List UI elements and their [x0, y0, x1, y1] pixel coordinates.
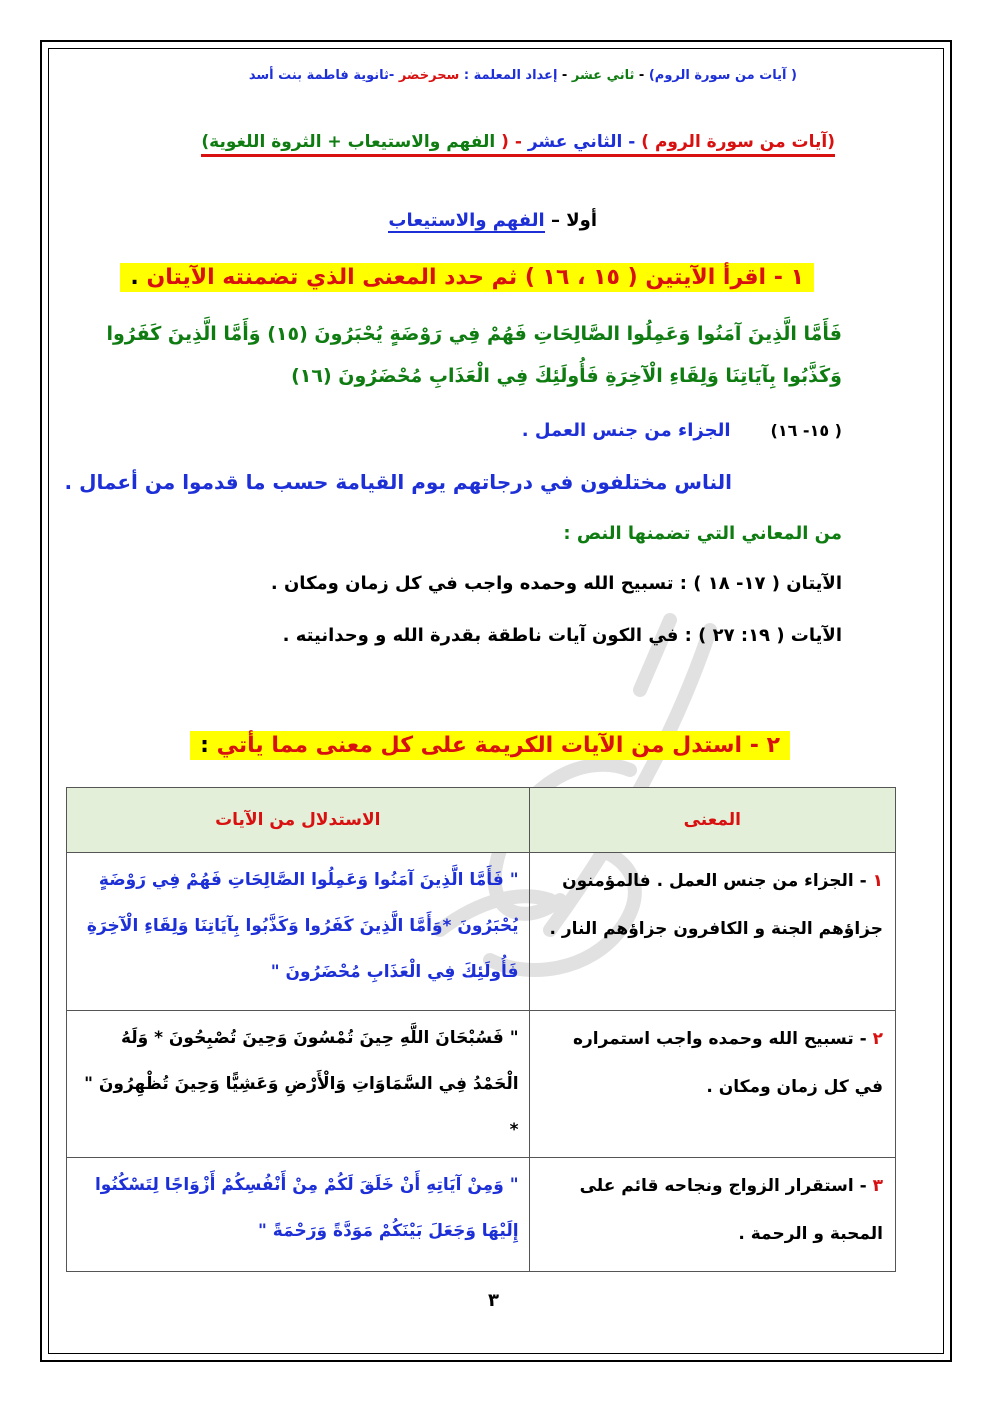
header-surah: ( آيات من سورة الروم) [648, 68, 797, 83]
title-sep: - ( [495, 132, 528, 152]
row-3-meaning-text: - استقرار الزواج ونجاحه قائم على المحبة و الرحمة . [579, 1176, 883, 1244]
section-name: الفهم والاستيعاب [388, 210, 545, 231]
row-2-meaning [529, 1011, 895, 1158]
title-sep: - [622, 132, 642, 152]
page-header [249, 68, 797, 83]
answer-range: ( ١٥- ١٦) [770, 421, 842, 440]
row-1-meaning-text: - الجزاء من جنس العمل . فالمؤمنون جزاؤهم الجنة و الكافرون جزاؤهم النار . [549, 871, 883, 939]
verse-line-2: وَكَذَّبُوا بِآيَاتِنَا وَلِقَاءِ الْآخِرَةِ فَأُولَئِكَ فِي الْعَذَابِ مُحْضَرُونَ (١٦) [291, 365, 842, 387]
title-surah: (آيات من سورة الروم ) [641, 132, 835, 152]
header-sep: - [634, 68, 649, 83]
answer-text: الجزاء من جنس العمل . [521, 420, 731, 441]
ayat-line-1-label: الآيتان ( ١٧- ١٨ ) : [673, 573, 842, 594]
row-3-evidence: " وَمِنْ آيَاتِهِ أَنْ خَلَقَ لَكُمْ مِنْ أَنْفُسِكُمْ أَزْوَاجًا لِتَسْكُنُوا إِلَيْهَا وَجَعَلَ بَيْنَكُمْ مَوَدَّةً وَرَحْمَةً " [67, 1158, 530, 1272]
table-header-row [67, 788, 896, 853]
table-row [67, 1011, 896, 1158]
ayat-line-1 [271, 573, 842, 594]
table-row [67, 853, 896, 1011]
section-heading [388, 210, 597, 231]
question-2-end: : [200, 733, 217, 758]
answer-reference [522, 420, 842, 441]
page-title [201, 132, 835, 157]
question-1 [120, 263, 814, 292]
header-meaning: المعنى [529, 788, 895, 853]
ayat-line-2-text: في الكون آيات ناطقة بقدرة الله و وحدانيته . [282, 625, 679, 646]
row-3-meaning [529, 1158, 895, 1272]
row-2-meaning-text: - تسبيح الله وحمده واجب استمراره في كل زمان ومكان . [572, 1029, 883, 1097]
page-number: ٣ [488, 1290, 499, 1311]
header-school: -ثانوية فاطمة بنت أسد [248, 68, 395, 83]
header-prepared: إعداد المعلمة : [463, 68, 558, 83]
row-1-num: ١ [872, 871, 883, 891]
header-teacher: سحرخضر [394, 68, 464, 83]
row-2-evidence: " فَسُبْحَانَ اللَّهِ حِينَ تُمْسُونَ وَحِينَ تُصْبِحُونَ * وَلَهُ الْحَمْدُ فِي السَّمَاوَاتِ وَالْأَرْضِ وَعَشِيًّا وَحِينَ تُظْهِرُونَ " * [67, 1011, 530, 1158]
ayat-line-2-label: الآيات ( ١٩: ٢٧ ) : [678, 625, 842, 646]
people-line: الناس مختلفون في درجاتهم يوم القيامة حسب ما قدموا من أعمال . [64, 470, 732, 494]
evidence-table [66, 787, 896, 1272]
title-grade: الثاني عشر [527, 132, 623, 152]
row-3-num: ٣ [872, 1176, 883, 1196]
row-1-evidence: " فَأَمَّا الَّذِينَ آمَنُوا وَعَمِلُوا الصَّالِحَاتِ فَهُمْ فِي رَوْضَةٍ يُحْبَرُونَ *وَأَمَّا الَّذِينَ كَفَرُوا وَكَذَّبُوا بِآيَاتِنَا وَلِقَاءِ الْآخِرَةِ فَأُولَئِكَ فِي الْعَذَابِ مُحْضَرُونَ " [67, 853, 530, 1011]
title-topic: الفهم والاستيعاب + الثروة اللغوية) [201, 132, 496, 152]
meanings-heading: من المعاني التي تضمنها النص : [563, 523, 842, 544]
question-2-text: ٢ - استدل من الآيات الكريمة على كل معنى مما يأتي [216, 733, 780, 758]
question-1-text: ١ - اقرأ الآيتين ( ١٥ ، ١٦ ) ثم حدد المعنى الذي تضمنته الآيتان [146, 265, 804, 290]
row-2-num: ٢ [872, 1029, 883, 1049]
row-1-meaning [529, 853, 895, 1011]
header-grade: ثاني عشر [571, 68, 635, 83]
ayat-line-1-text: تسبيح الله وحمده واجب في كل زمان ومكان . [270, 573, 674, 594]
section-first: أولا – [544, 210, 597, 231]
table-row [67, 1158, 896, 1272]
question-1-end: . [130, 265, 147, 290]
verse-line-1: فَأَمَّا الَّذِينَ آمَنُوا وَعَمِلُوا الصَّالِحَاتِ فَهُمْ فِي رَوْضَةٍ يُحْبَرُونَ (١٥) وَأَمَّا الَّذِينَ كَفَرُوا [106, 323, 842, 345]
header-evidence: الاستدلال من الآيات [67, 788, 530, 853]
question-2 [190, 731, 790, 760]
ayat-line-2 [283, 625, 842, 646]
header-sep: - [557, 68, 572, 83]
